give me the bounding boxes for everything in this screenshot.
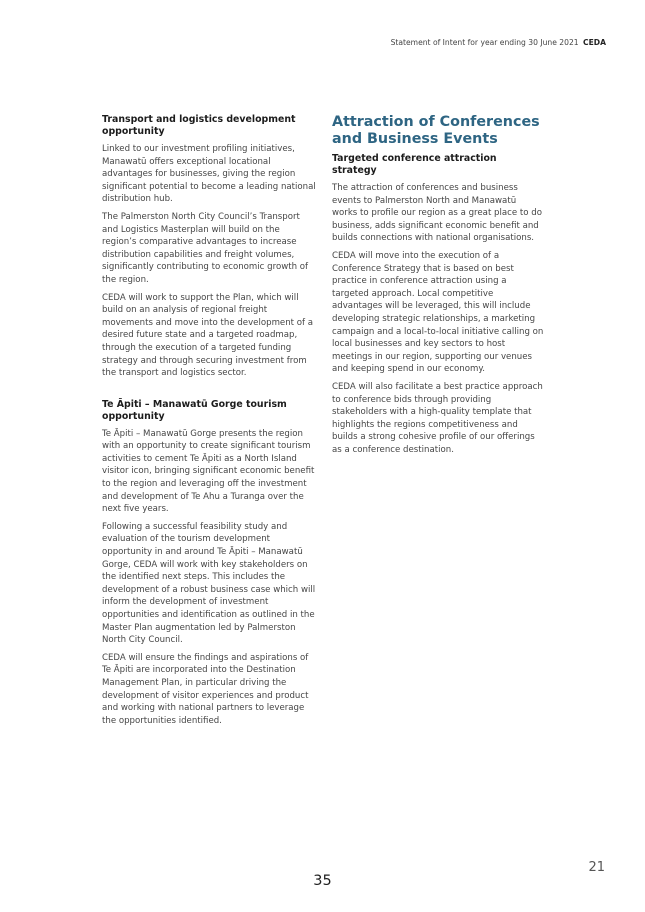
paragraph: CEDA will move into the execution of a Conference Strategy that is based on best practice in conference attraction using a targeted approach. Local competitive advantages will be leveraged, this will include developing strategic relationships, a marketing campaign and a local-to-local initiative calling on local businesses and key sectors to host meetings in our region, supporting our venues and keeping spend in our economy. xyxy=(332,250,544,375)
paragraph: Following a successful feasibility study and evaluation of the tourism development opportunity in and around Te Āpiti – Manawatū Gorge, CEDA will work with key stakeholders on the identified next steps. This includes the development of a robust business case which will inform the development of investment opportunities and identification as outlined in the Master Plan augmentation led by Palmerston North City Council. xyxy=(102,521,316,646)
subheading-strategy: Targeted conference attraction strategy xyxy=(332,153,497,176)
section-title-conferences: Attraction of Conferences and Business Events xyxy=(332,114,540,147)
paragraph: Linked to our investment profiling initiatives, Manawatū offers exceptional locational advantages for businesses, giving the region significant potential to become a leading national distribution hub. xyxy=(102,144,316,205)
section-heading-gorge: Te Āpiti – Manawatū Gorge tourism opportunity xyxy=(102,398,287,422)
pdf-page-number: 35 xyxy=(313,873,332,889)
section-heading-transport: Transport and logistics development opportunity xyxy=(102,114,296,137)
header-text: Statement of Intent for year ending 30 June 2021 xyxy=(390,38,579,47)
paragraph: Te Āpiti – Manawatū Gorge presents the region with an opportunity to create significant tourism activities to cement Te Āpiti as a North Island visitor icon, bringing significant economic benefit to the region and leveraging off the investment and development of Te Ahu a Turanga over the next five years. xyxy=(102,428,315,515)
right-column xyxy=(332,114,544,461)
left-column xyxy=(102,114,316,732)
paragraph: CEDA will ensure the findings and aspirations of Te Āpiti are incorporated into the Destination Management Plan, in particular driving the development of visitor experiences and product and working with national partners to leverage the opportunities identified. xyxy=(102,652,309,726)
running-header xyxy=(391,38,606,47)
paragraph: CEDA will also facilitate a best practice approach to conference bids through providing stakeholders with a high-quality template that highlights the regions competitiveness and builds a strong cohesive profile of our offerings as a conference destination. xyxy=(332,381,543,455)
paragraph: CEDA will work to support the Plan, which will build on an analysis of regional freight movements and move into the development of a desired future state and a targeted roadmap, through the execution of a targeted funding strategy and through securing investment from the transport and logistics sector. xyxy=(102,292,314,379)
paragraph: The Palmerston North City Council’s Transport and Logistics Masterplan will build on the region’s comparative advantages to increase distribution capabilities and freight volumes, significantly contributing to economic growth of the region. xyxy=(102,211,309,285)
header-brand: CEDA xyxy=(583,38,606,47)
paragraph: The attraction of conferences and business events to Palmerston North and Manawatū works to profile our region as a great place to do business, adds significant economic benefit and builds connections with national organisations. xyxy=(332,183,542,244)
section-spacer xyxy=(102,385,316,399)
document-page-number: 21 xyxy=(588,860,605,875)
